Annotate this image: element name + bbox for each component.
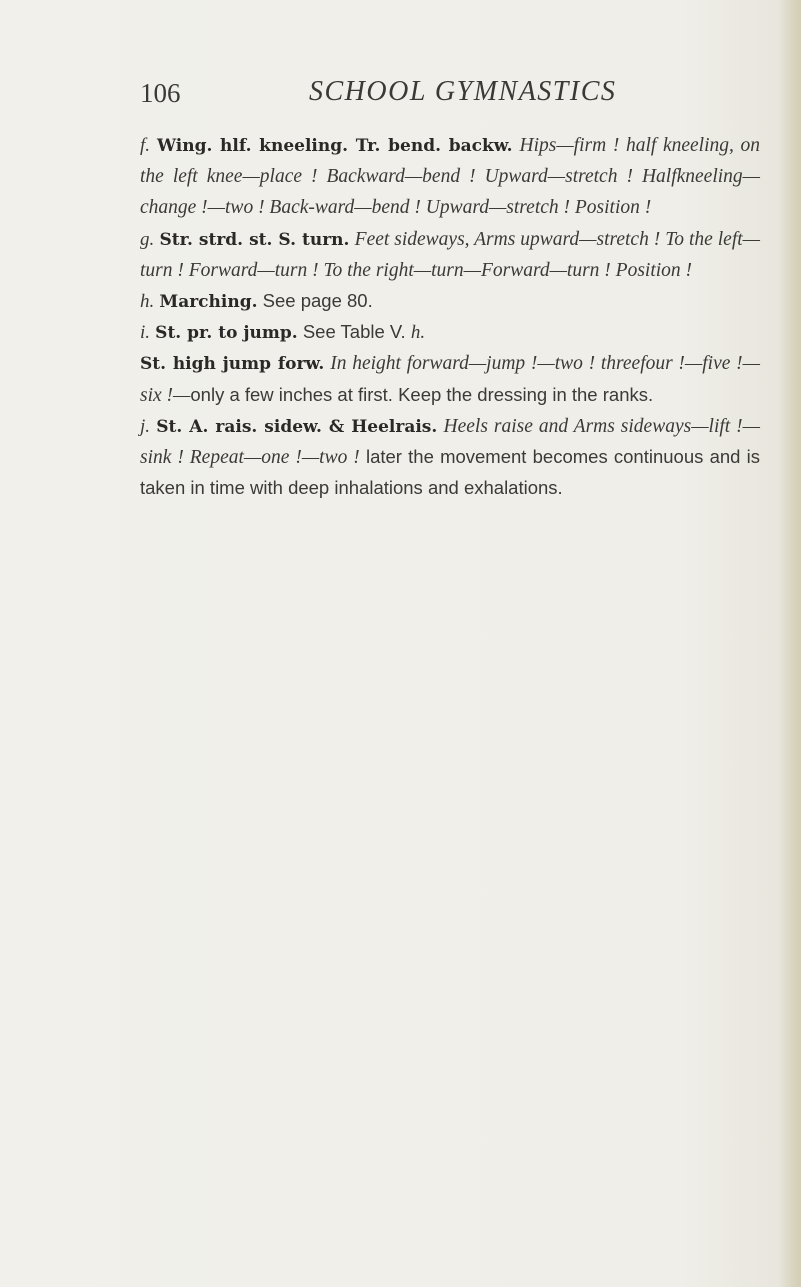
exercise-label-h: Marching. <box>159 292 258 313</box>
text-h: See page 80. <box>262 290 373 312</box>
command-high-jump: In height forward—jump !—two ! threefour !—five !—six !— <box>140 353 760 406</box>
paragraph-h <box>140 286 760 317</box>
exercise-label-f: Wing. hlf. kneeling. Tr. bend. backw. <box>156 136 513 156</box>
item-letter-g: g. <box>140 228 155 250</box>
text-high-jump: only a few inches at first. Keep the dressing in the ranks. <box>190 383 654 405</box>
body-text <box>140 130 760 503</box>
item-letter-i: i. <box>140 322 151 344</box>
command-j: Heels raise and Arms sideways—lift !—sink ! Repeat—one !—two ! <box>140 415 760 469</box>
text-i: See Table V. <box>302 321 406 343</box>
page-number: 106 <box>140 78 181 108</box>
running-title: SCHOOL GYMNASTICS <box>309 76 617 107</box>
paragraph-g <box>140 224 760 286</box>
command-f: Hips—firm ! half kneeling, on the left knee—place ! Backward—bend ! Upward—stretch ! Halfkneeling—change !—two ! Back-ward—bend ! Upward—stretch ! Position ! <box>140 135 761 219</box>
item-letter-f: f. <box>140 135 151 156</box>
page-edge-stain <box>779 0 801 1287</box>
paragraph-high-jump <box>140 348 760 410</box>
exercise-label-i: St. pr. to jump. <box>155 323 298 344</box>
exercise-label-high-jump: St. high jump forw. <box>140 354 325 375</box>
command-g: Feet sideways, Arms upward—stretch ! To the left—turn ! Forward—turn ! To the right—turn—Forward—turn ! Position ! <box>140 228 760 281</box>
exercise-label-j: St. A. rais. sidew. & Heelrais. <box>156 416 438 437</box>
item-letter-j: j. <box>140 415 151 437</box>
exercise-label-g: Str. strd. st. S. turn. <box>159 229 350 250</box>
item-letter-h: h. <box>140 291 155 313</box>
paragraph-j <box>140 411 760 504</box>
paragraph-f <box>140 130 760 224</box>
table-ref-i: h. <box>410 322 426 344</box>
paragraph-i <box>140 317 760 348</box>
text-j: later the movement becomes continuous and is taken in time with deep inhalations and exhalations. <box>140 446 760 499</box>
running-head <box>0 74 801 114</box>
